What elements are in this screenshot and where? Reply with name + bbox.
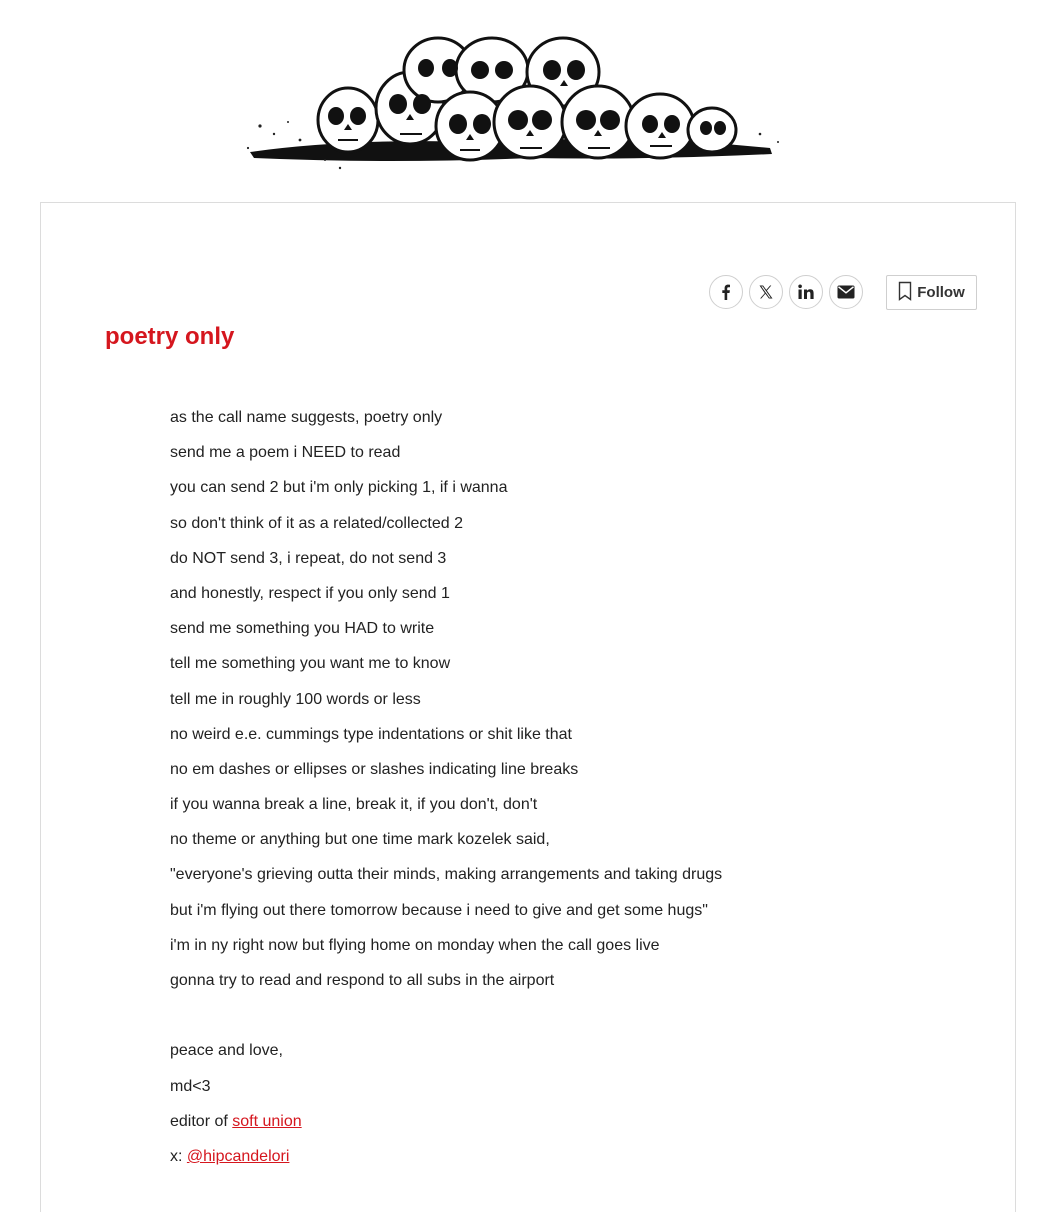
signoff: peace and love, xyxy=(170,1042,283,1060)
page-title: poetry only xyxy=(105,323,235,350)
post-line: send me something you HAD to write xyxy=(170,620,435,638)
post-line: send me a poem i NEED to read xyxy=(170,444,401,462)
editor-prefix: editor of xyxy=(170,1112,233,1130)
skulls-banner-icon xyxy=(230,30,790,180)
post-line: no weird e.e. cummings type indentations or shit like that xyxy=(170,725,572,743)
social-prefix: x: xyxy=(170,1147,187,1165)
social-line xyxy=(170,1143,930,1178)
post-line: so don't think of it as a related/collected 2 xyxy=(170,514,464,532)
editor-line xyxy=(170,1108,930,1143)
post-line: tell me in roughly 100 words or less xyxy=(170,690,421,708)
follow-button[interactable] xyxy=(886,275,977,310)
post-card xyxy=(40,202,1016,1212)
post-body xyxy=(170,404,930,1178)
post-line: no em dashes or ellipses or slashes indicating line breaks xyxy=(170,760,579,778)
share-facebook-button[interactable] xyxy=(709,275,743,309)
post-line: do NOT send 3, i repeat, do not send 3 xyxy=(170,549,447,567)
post-line: and honestly, respect if you only send 1 xyxy=(170,584,450,602)
soft-union-link[interactable]: soft union xyxy=(232,1112,302,1130)
share-bar xyxy=(709,275,863,309)
post-line: if you wanna break a line, break it, if you don't, don't xyxy=(170,796,538,814)
x-icon xyxy=(758,284,774,300)
post-line: "everyone's grieving outta their minds, making arrangements and taking drugs xyxy=(170,866,723,884)
share-email-button[interactable] xyxy=(829,275,863,309)
post-line: gonna try to read and respond to all subs in the airport xyxy=(170,972,555,989)
share-linkedin-button[interactable] xyxy=(789,275,823,309)
post-line: i'm in ny right now but flying home on monday when the call goes live xyxy=(170,936,660,954)
post-line: no theme or anything but one time mark kozelek said, xyxy=(170,831,550,849)
post-line: you can send 2 but i'm only picking 1, if i wanna xyxy=(170,479,508,497)
signature: md<3 xyxy=(170,1077,211,1095)
email-icon xyxy=(837,285,855,299)
bookmark-icon xyxy=(898,281,912,305)
linkedin-icon xyxy=(797,283,815,301)
post-line: as the call name suggests, poetry only xyxy=(170,409,443,426)
follow-label: Follow xyxy=(917,284,965,301)
x-handle-link[interactable]: @hipcandelori xyxy=(186,1147,290,1165)
paragraph-spacer xyxy=(170,1002,930,1037)
facebook-icon xyxy=(717,283,735,301)
post-line: but i'm flying out there tomorrow because i need to give and get some hugs" xyxy=(170,901,708,919)
share-x-button[interactable] xyxy=(749,275,783,309)
post-line: tell me something you want me to know xyxy=(170,655,451,673)
